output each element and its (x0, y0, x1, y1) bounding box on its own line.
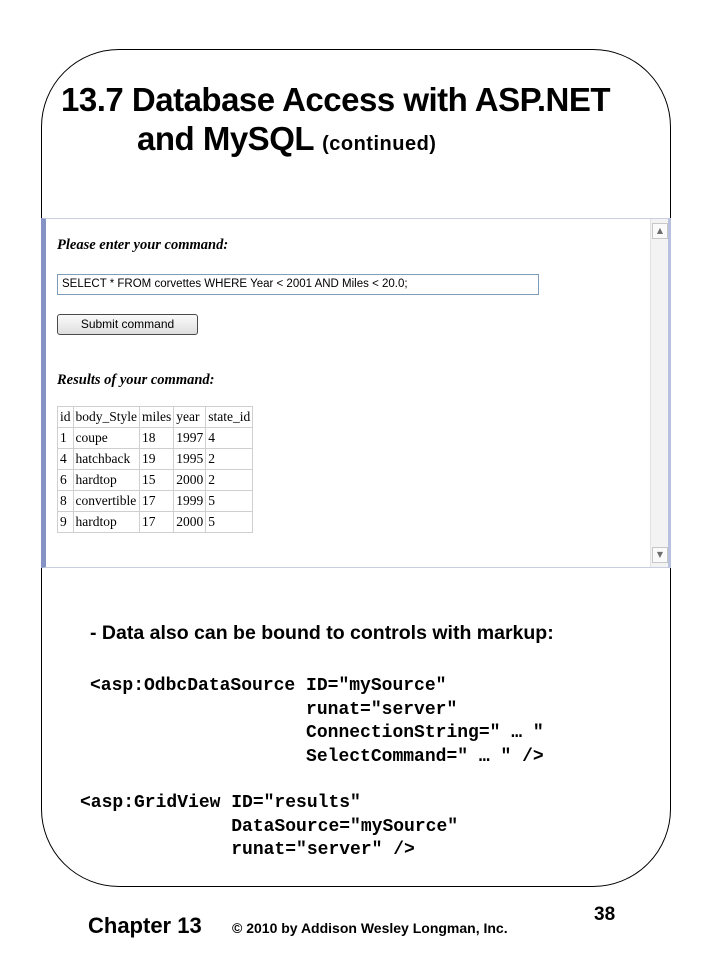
title-line1: 13.7 Database Access with ASP.NET (61, 81, 611, 118)
cell-miles: 18 (140, 428, 174, 449)
submit-command-button[interactable]: Submit command (57, 314, 198, 335)
scroll-down-icon[interactable]: ▼ (652, 547, 668, 563)
cell-body-style: convertible (73, 491, 140, 512)
code-gridview: <asp:GridView ID=″results″ DataSource=″mySource″ runat=″server″ /> (80, 793, 459, 860)
scroll-up-icon[interactable]: ▲ (652, 223, 668, 239)
browser-screenshot (41, 218, 671, 568)
cell-year: 2000 (174, 512, 206, 533)
col-header-body-style: body_Style (73, 407, 140, 428)
code-odbc-datasource: <asp:OdbcDataSource ID=″mySource″ runat=″server″ ConnectionString=″ … ″ SelectCommand=″ … ″ /> (90, 676, 544, 767)
cell-body-style: hardtop (73, 512, 140, 533)
title-suffix: (continued) (322, 133, 437, 155)
cell-miles: 15 (140, 470, 174, 491)
cell-state-id: 2 (206, 449, 253, 470)
cell-state-id: 5 (206, 491, 253, 512)
cell-miles: 17 (140, 491, 174, 512)
col-header-state-id: state_id (206, 407, 253, 428)
cell-year: 2000 (174, 470, 206, 491)
table-row (58, 491, 253, 512)
cell-year: 1999 (174, 491, 206, 512)
cell-state-id: 4 (206, 428, 253, 449)
table-row (58, 470, 253, 491)
results-table (57, 406, 253, 533)
cell-id: 4 (58, 449, 74, 470)
col-header-miles: miles (140, 407, 174, 428)
cell-id: 6 (58, 470, 74, 491)
table-row (58, 428, 253, 449)
cell-year: 1997 (174, 428, 206, 449)
cell-body-style: hardtop (73, 470, 140, 491)
command-prompt-label: Please enter your command: (57, 237, 229, 253)
table-header-row (58, 407, 253, 428)
footer-copyright: © 2010 by Addison Wesley Longman, Inc. (232, 920, 508, 936)
cell-id: 8 (58, 491, 74, 512)
command-input[interactable]: SELECT * FROM corvettes WHERE Year < 2001 AND Miles < 20.0; (57, 274, 539, 295)
cell-state-id: 5 (206, 512, 253, 533)
cell-state-id: 2 (206, 470, 253, 491)
cell-body-style: coupe (73, 428, 140, 449)
slide-title (61, 80, 610, 164)
cell-miles: 17 (140, 512, 174, 533)
cell-id: 9 (58, 512, 74, 533)
table-row (58, 512, 253, 533)
results-label: Results of your command: (57, 372, 215, 388)
footer-chapter: Chapter 13 (88, 913, 202, 938)
title-line2: and MySQL (137, 120, 314, 157)
title-line2-wrapper (61, 119, 610, 164)
cell-year: 1995 (174, 449, 206, 470)
col-header-year: year (174, 407, 206, 428)
cell-body-style: hatchback (73, 449, 140, 470)
bullet-note: - Data also can be bound to controls with markup: (90, 622, 554, 644)
table-row (58, 449, 253, 470)
vertical-scrollbar[interactable] (650, 219, 668, 567)
page-number: 38 (594, 904, 616, 925)
browser-content (55, 219, 650, 567)
cell-miles: 19 (140, 449, 174, 470)
cell-id: 1 (58, 428, 74, 449)
col-header-id: id (58, 407, 74, 428)
